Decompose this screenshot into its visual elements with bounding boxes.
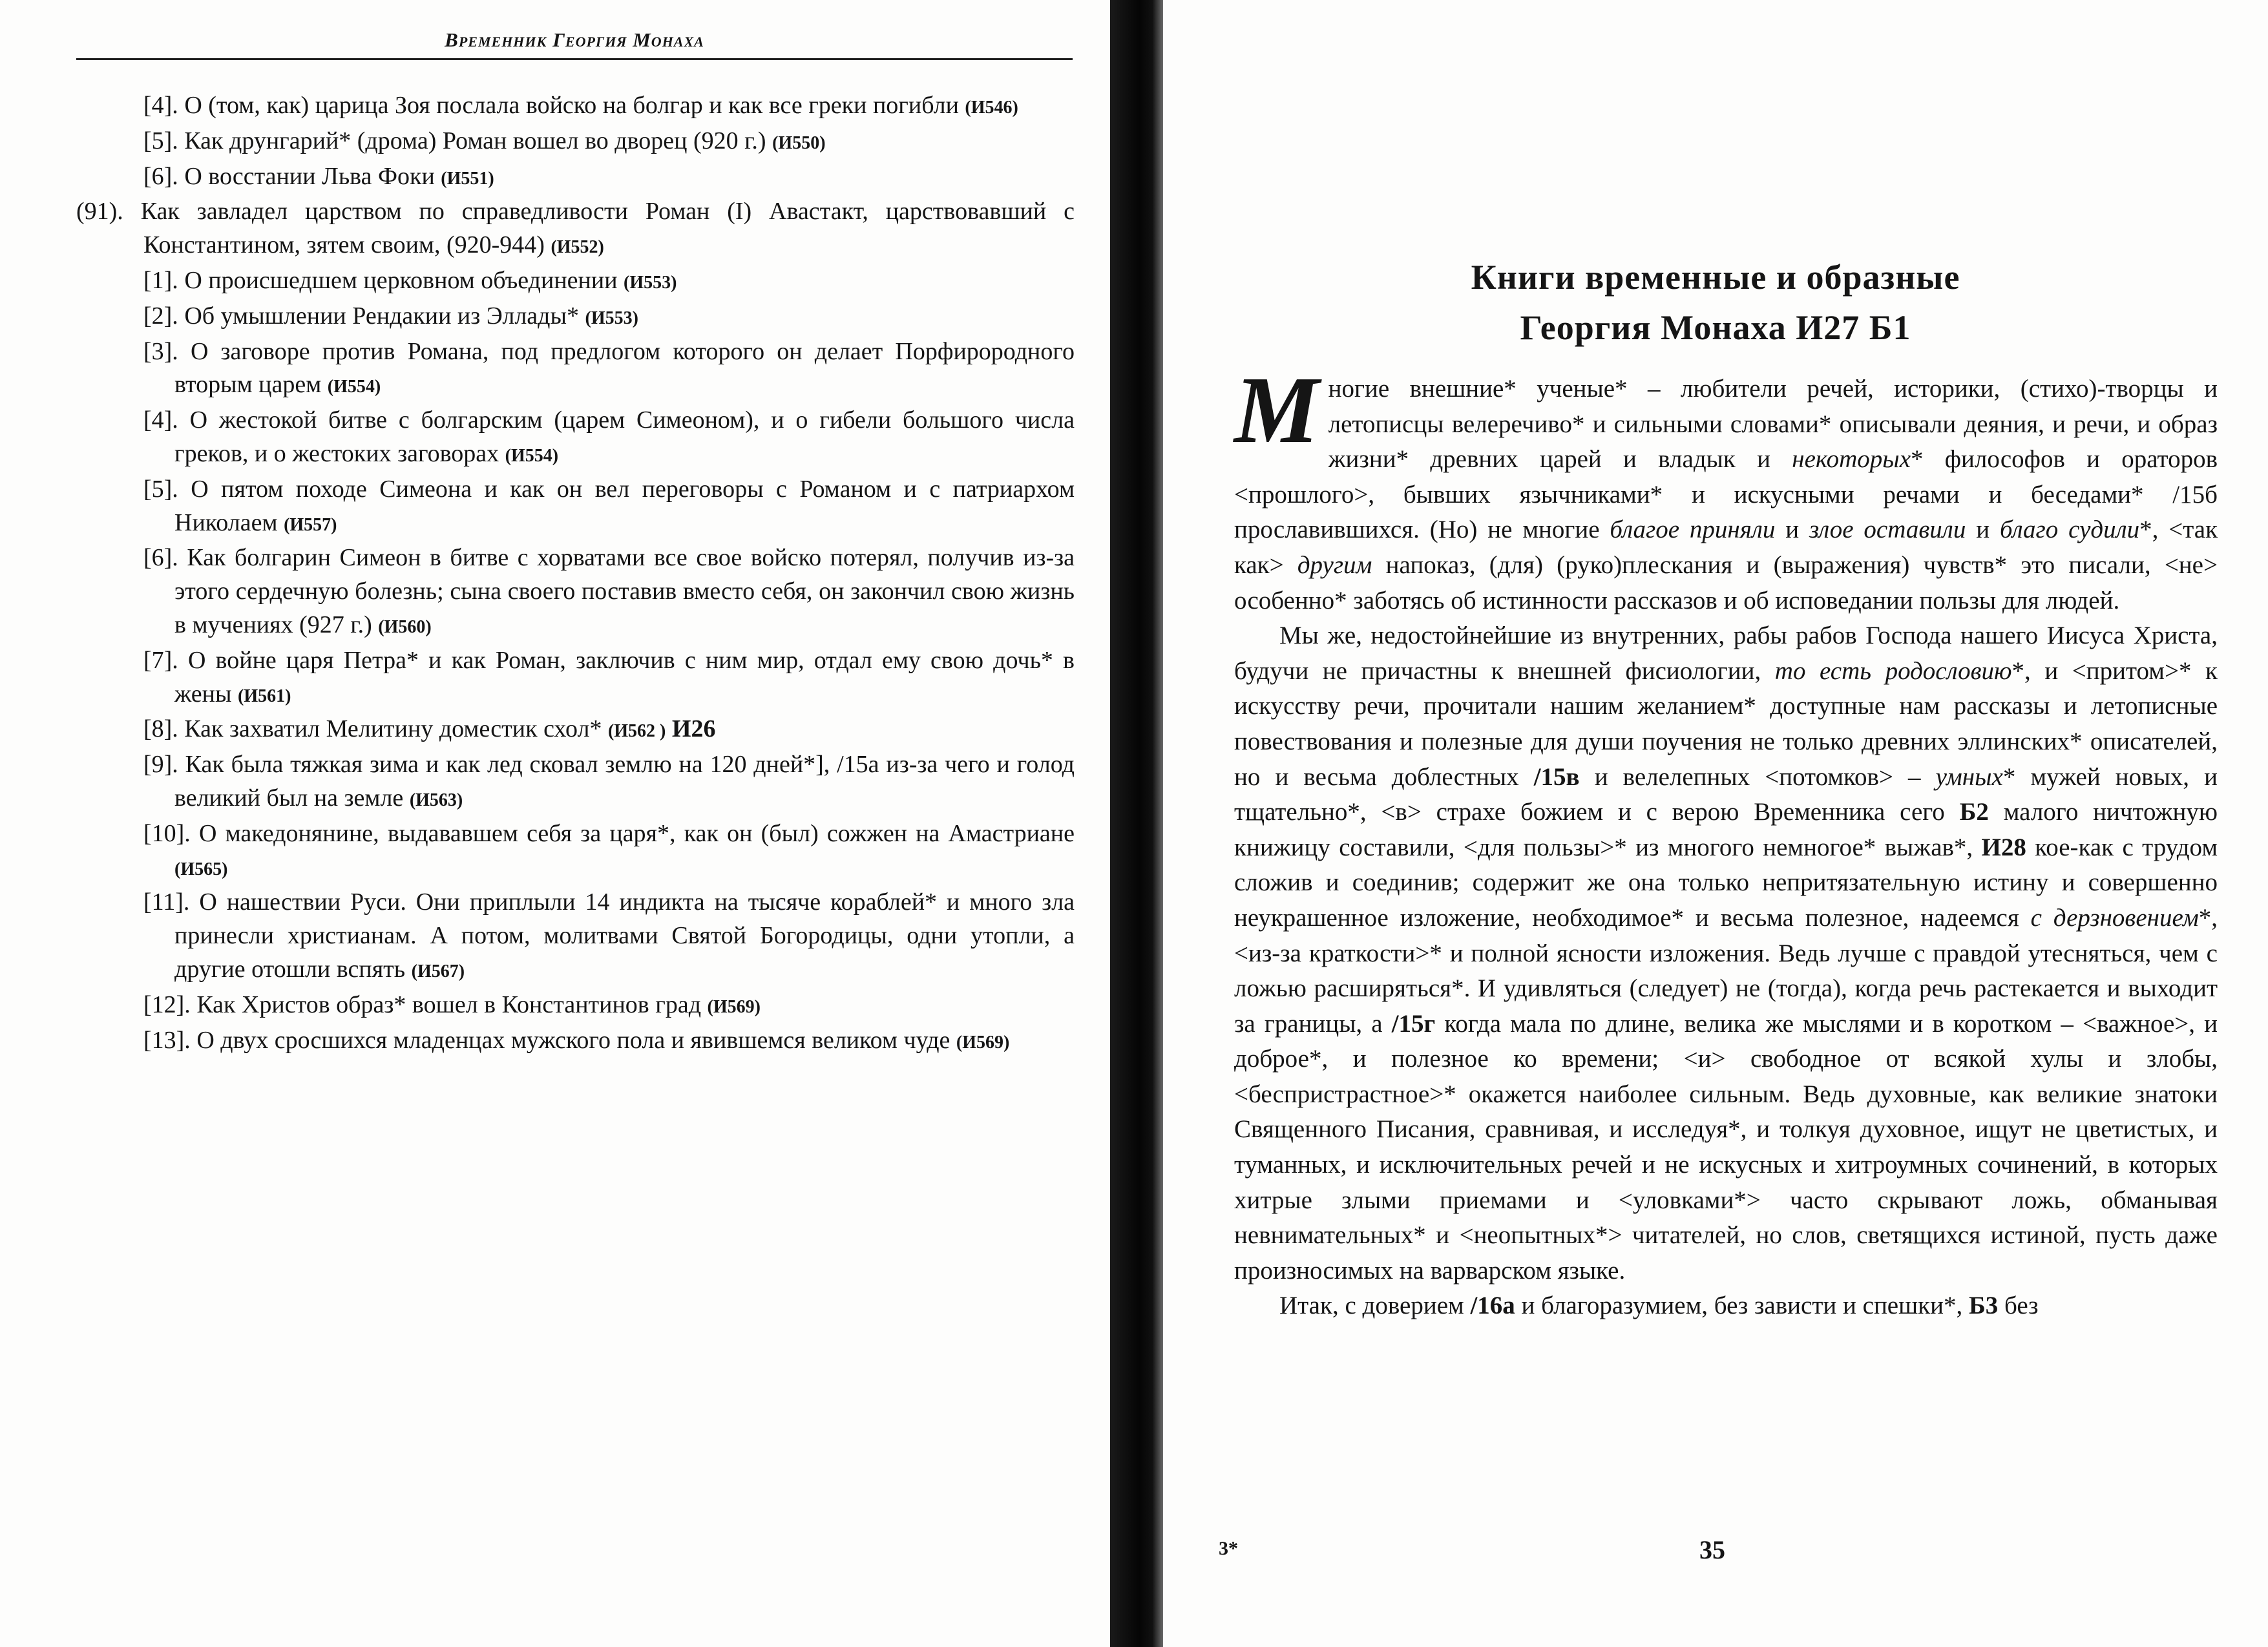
toc-entry-number: [1]. [143,266,178,294]
toc-entry-text: Как завладел царством по справедливости Роман (I) Авастакт, царствовавший с Константином, зятем своим, (920-944) [140,198,1075,259]
toc-entry-reference: (И552) [551,237,604,258]
paragraph-1: Многие внешние* ученые* – любители речей, историки, (стихо)-творцы и летописцы велеречиво* и сильными словами* описывали деяния, и речи, и образ жизни* древних царей и владык и некоторых* философов и ораторов <прошлого>, бывших язычниками* и искусными речами и беседами* /15б прославившихся. (Но) не многие благое приняли и злое оставили и благо судили*, <так как> другим напоказ, (для) (руко)плескания и (выражения) чувств* это писали, <не> особенно* заботясь об истинности рассказов и об исповедании пользы для людей. [1234,357,2218,614]
chapter-title-line-1: Книги временные и образные [1471,258,1960,297]
toc-entry-number: [13]. [143,1026,191,1054]
toc-entry-number: [7]. [143,646,178,674]
right-page [1163,0,2268,1647]
toc-entry-text: Как была тяжкая зима и как лед сковал землю на 120 дней*], /15а из-за чего и голод великий был на земле [174,751,1075,812]
toc-entry-number: [9]. [143,751,178,779]
toc-entry [76,195,1075,264]
toc-entry-reference: (И551) [441,168,494,189]
toc-entry-number: [5]. [143,127,178,154]
toc-entry-text: О происшедшем церковном объединении [184,266,618,294]
toc-entry-reference: (И561) [238,686,291,706]
toc-entry-text: О нашествии Руси. Они приплыли 14 индикта на тысяче кораблей* и много зла принесли христианам. А потом, молитвами Святой Богородицы, одни утопли, а другие отошли вспять [174,888,1075,983]
toc-entry [76,989,1075,1024]
toc-entry [76,335,1075,404]
toc-entry-number: [8]. [143,715,178,743]
toc-entry-number: (91). [76,198,123,226]
toc-entry [76,817,1075,886]
book-gutter [1110,0,1163,1647]
toc-entry-number: [10]. [143,819,191,847]
toc-entry-text: Как болгарин Симеон в битве с хорватами все свое войско потерял, получив из-за этого сердечную болезнь; сына своего поставив вместо себя, он закончил свою жизнь в мучениях (927 г.) [174,544,1075,638]
paragraph-2: Мы же, недостойнейшие из внутренних, рабы рабов Господа нашего Иисуса Христа, будучи не причастны к внешней фисиологии, то есть родословию*, и <притом>* к искусству речи, прочитали нашим желанием* доступные нам рассказы и летописные повествования и полезные для души поучения не только древних эллинских* описателей, но и весьма доблестных /15в и велелепных <потомков> – умных* мужей новых, и тщательно*, <в> страхе божием и с верою Временника сего Б2 малого ничтожную книжицу составили, <для пользы>* из многого немногое* выжав*, И28 кое-как с трудом сложив и соединив; содержит же она только непритязательную истину и совершенно неукрашенное изложение, необходимое* и весьма полезное, надеемся с дерзновением*, <из-за краткости>* и полной ясности изложения. Ведь лучше с правдой утесняться, чем с ложью расширяться*. И удивляться (следует) не (тогда), когда речь растекается и выходит за границы, а /15г когда мала по длине, велика же мыслями и в коротком – <важное>, и доброе*, и полезное ко времени; <и> свободное от всякой хулы и злобы, <беспристрастное>* окажется наиболее сильным. Ведь духовные, как великие знатоки Священного Писания, сравнивая, и исследуя*, и толкуя духовное, ищут не цветистых, и туманных, и исключительных речей и не искусных и хитроумных сочинений, в которых хитрые злыми приемами и <уловками*> часто скрывают ложь, обманывая невнимательных* и <неопытных*> читателей, но слов, светящихся истиной, пусть даже произносимых на варварском языке. [1234,622,2218,1285]
toc-entry-reference: (И557) [284,514,337,535]
toc-entry-text: Как захватил Мелитину доместик схол* [184,715,602,743]
toc-entry-text: Об умышлении Рендакии из Эллады* [184,302,580,330]
toc-entry [76,644,1075,713]
toc-entry-number: [11]. [143,888,190,916]
toc-entry-number: [6]. [143,162,178,190]
toc-entry-marker: И26 [671,715,716,743]
toc-entry-number: [3]. [143,337,178,365]
running-head: Временник Георгия Монаха [76,26,1073,60]
toc-entry-text: О восстании Льва Фоки [184,162,435,190]
toc-entry-reference: (И562 ) [607,721,666,742]
toc-entry [76,713,1075,748]
chapter-title-line-2: Георгия Монаха И27 Б1 [1520,308,1911,347]
toc-entry-reference: (И553) [624,272,677,293]
toc-entry-reference: (И563) [409,790,463,810]
toc-entry-reference: (И550) [772,132,826,153]
toc-entry [76,748,1075,817]
toc-entry [76,264,1075,300]
table-of-contents [76,89,1075,1059]
toc-entry-reference: (И569) [707,996,761,1017]
toc-entry-text: О войне царя Петра* и как Роман, заключив с ним мир, отдал ему свою дочь* в жены [174,646,1075,708]
toc-entry-reference: (И565) [174,859,228,879]
toc-entry-number: [2]. [143,302,178,330]
toc-entry-number: [6]. [143,544,178,572]
paragraph-3: Итак, с доверием /16а и благоразумием, без зависти и спешки*, Б3 без [1279,1292,2039,1320]
toc-entry-reference: (И569) [956,1032,1010,1053]
toc-entry [76,160,1075,196]
drop-cap: М [1234,357,1319,463]
toc-entry-text: О заговоре против Романа, под предлогом которого он делает Порфирородного вторым царем [174,337,1075,399]
chapter-title [1305,252,2126,353]
toc-entry-reference: (И560) [378,616,432,637]
toc-entry [76,89,1075,125]
toc-entry-text: Как друнгарий* (дрома) Роман вошел во дворец (920 г.) [184,127,766,154]
toc-entry [76,886,1075,988]
toc-entry [76,300,1075,335]
toc-entry-reference: (И567) [411,961,465,981]
toc-entry [76,541,1075,644]
toc-entry-reference: (И554) [327,377,381,397]
toc-entry-reference: (И554) [505,445,559,466]
main-text [1234,357,2218,1324]
page-number: 35 [1699,1535,1725,1564]
toc-entry-text: Как Христов образ* вошел в Константинов град [196,991,702,1018]
toc-entry [76,125,1075,160]
toc-entry [76,404,1075,473]
toc-entry [76,1024,1075,1060]
toc-entry-text: О македонянине, выдававшем себя за царя*, как он (был) сожжен на Амастриане [198,819,1075,847]
toc-entry-reference: (И553) [585,308,638,328]
toc-entry-text: О (том, как) царица Зоя послала войско на болгар и как все греки погибли [184,92,959,119]
toc-entry-text: О пятом походе Симеона и как он вел переговоры с Романом и с патриархом Николаем [174,475,1075,536]
toc-entry-text: О двух сросшихся младенцах мужского пола и явившемся великом чуде [196,1026,950,1054]
signature-mark: 3* [1219,1538,1238,1559]
toc-entry-number: [4]. [143,92,178,119]
toc-entry-number: [4]. [143,406,178,434]
toc-entry-text: О жестокой битве с болгарским (царем Симеоном), и о гибели большого числа греков, и о жестоких заговорах [174,406,1075,467]
toc-entry-number: [12]. [143,991,191,1018]
toc-entry-number: [5]. [143,475,178,503]
toc-entry [76,473,1075,542]
toc-entry-reference: (И546) [965,98,1018,118]
left-page [0,0,1110,1647]
